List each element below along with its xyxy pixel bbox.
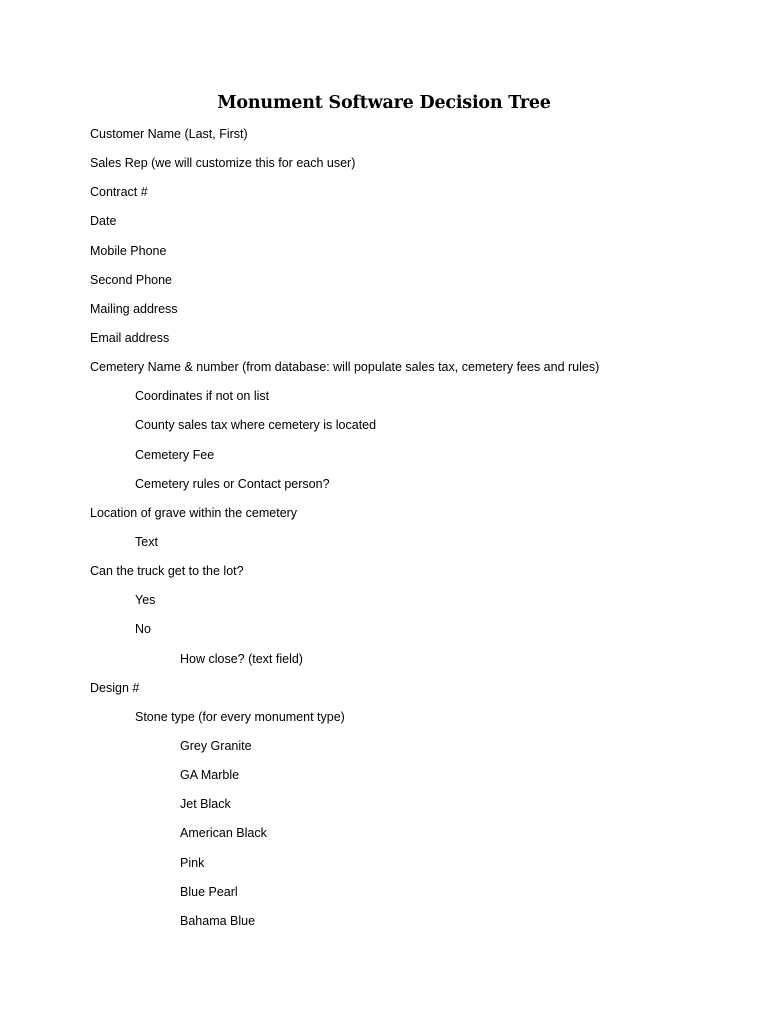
- tree-line: Mobile Phone: [90, 243, 167, 258]
- tree-line: Email address: [90, 330, 170, 345]
- tree-line: Location of grave within the cemetery: [90, 505, 298, 520]
- tree-line: Date: [90, 214, 117, 229]
- tree-line: Grey Granite: [180, 738, 252, 753]
- tree-line: Jet Black: [180, 797, 231, 812]
- tree-line: Text: [135, 534, 158, 549]
- tree-line: Cemetery rules or Contact person?: [135, 476, 330, 491]
- tree-line: How close? (text field): [180, 651, 303, 666]
- tree-line: County sales tax where cemetery is located: [135, 418, 377, 433]
- tree-line: Can the truck get to the lot?: [90, 564, 244, 579]
- tree-line: Stone type (for every monument type): [135, 709, 345, 724]
- tree-line: Cemetery Name & number (from database: will populate sales tax, cemetery fees and rules): [90, 360, 600, 375]
- tree-line: GA Marble: [180, 768, 240, 783]
- decision-tree-list: [90, 124, 750, 940]
- tree-line: Customer Name (Last, First): [90, 127, 248, 141]
- tree-line: Yes: [135, 593, 156, 608]
- tree-line: Coordinates if not on list: [135, 389, 270, 404]
- tree-line: Contract #: [90, 185, 148, 200]
- tree-line: No: [135, 622, 151, 637]
- tree-line: Design #: [90, 680, 140, 695]
- tree-line: Pink: [180, 855, 205, 870]
- tree-line: Second Phone: [90, 272, 173, 287]
- tree-line: Sales Rep (we will customize this for each user): [90, 156, 356, 171]
- tree-line: American Black: [180, 826, 267, 841]
- tree-line: Cemetery Fee: [135, 447, 215, 462]
- tree-line: Bahama Blue: [180, 913, 256, 928]
- document-title: Monument Software Decision Tree: [217, 93, 551, 113]
- tree-line: Blue Pearl: [180, 884, 238, 899]
- tree-line: Mailing address: [90, 301, 178, 316]
